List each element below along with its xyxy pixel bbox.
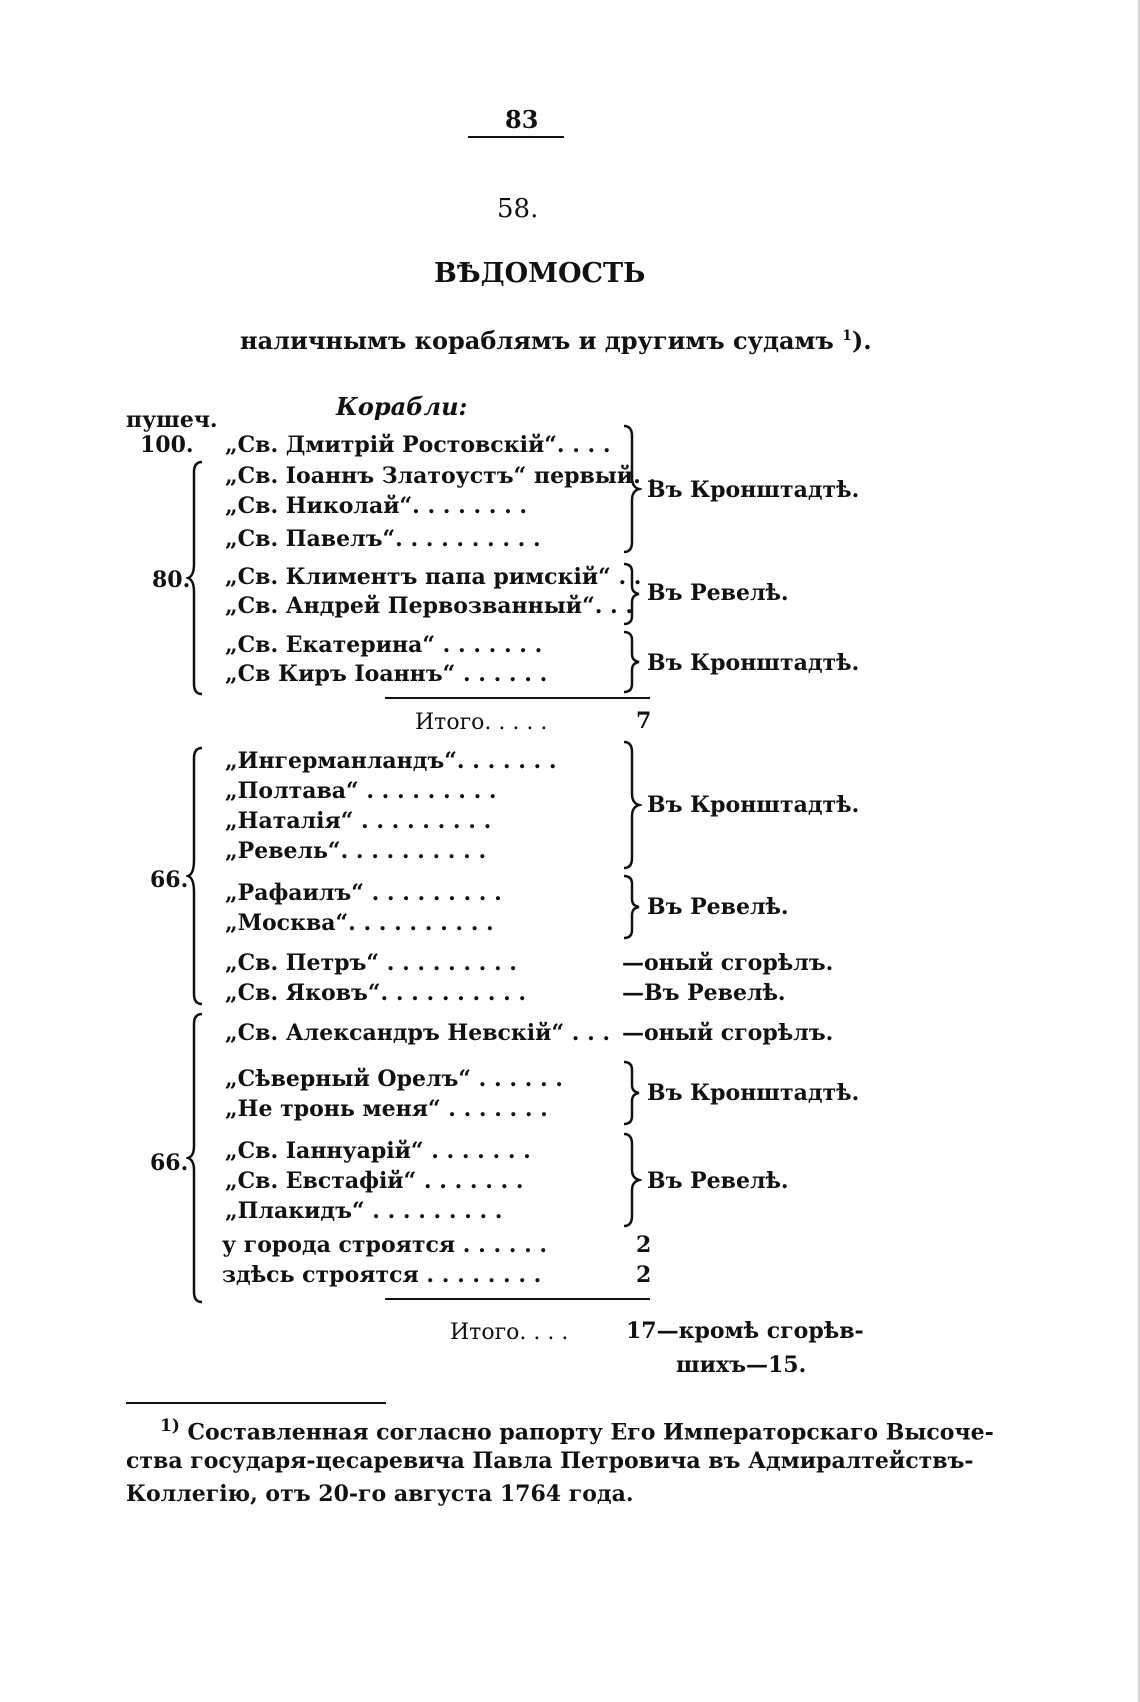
ship-row: „Плакидъ“ . . . . . . . . . <box>225 1198 503 1224</box>
ship-row: „Св. Яковъ“. . . . . . . . . . <box>225 980 527 1006</box>
location-label: Въ Кронштадтѣ. <box>647 477 860 503</box>
guns-66-second: 66. <box>150 1150 189 1176</box>
footnote-line-2: ства государя-цесаревича Павла Петровича въ Адмиралтействъ- <box>126 1448 974 1474</box>
ship-row: „Св. Андрей Первозванный“. . . <box>225 593 634 619</box>
ship-row: „Св. Дмитрій Ростовскій“. . . . <box>225 432 611 458</box>
footnote-rule <box>126 1402 386 1404</box>
footnote-line-3: Коллегію, отъ 20-го августа 1764 года. <box>126 1481 634 1507</box>
subtitle-text: наличнымъ кораблямъ и другимъ судамъ <box>240 326 834 355</box>
right-brace-kronstadt-2 <box>622 630 642 694</box>
location-label: Въ Ревелѣ. <box>647 894 789 920</box>
ship-row: „Полтава“ . . . . . . . . . <box>225 778 497 804</box>
row-count: 2 <box>636 1262 652 1288</box>
section-heading: Корабли: <box>336 392 468 421</box>
subtitle-end: ). <box>851 326 872 355</box>
ship-row: „Св. Николай“. . . . . . . . <box>225 493 528 519</box>
footnote-reference: 1 <box>842 328 852 344</box>
document-title: ВѢДОМОСТЬ <box>434 258 646 289</box>
right-brace-kronstadt-3 <box>622 740 642 870</box>
guns-66-first: 66. <box>150 867 189 893</box>
document-subtitle <box>240 326 872 355</box>
total-rule-1 <box>385 697 650 699</box>
right-brace-kronstadt-4 <box>622 1060 642 1126</box>
group-66-second-left-brace <box>186 1012 210 1304</box>
location-label: Въ Кронштадтѣ. <box>647 792 860 818</box>
ship-row: „Москва“. . . . . . . . . . <box>225 910 494 936</box>
location-label: Въ Ревелѣ. <box>647 1168 789 1194</box>
ship-row: „Ингерманландъ“. . . . . . . <box>225 748 557 774</box>
ship-row: „Св. Петръ“ . . . . . . . . . <box>225 950 517 976</box>
total-value-1: 7 <box>636 708 652 734</box>
row-note: —Въ Ревелѣ. <box>622 980 786 1006</box>
ship-row: „Св. Іаннуарій“ . . . . . . . <box>225 1138 531 1164</box>
total-value-2-continued: шихъ—15. <box>676 1352 807 1378</box>
ship-row: „Св. Александръ Невскій“ . . . <box>225 1020 611 1046</box>
ship-row: „Не тронь меня“ . . . . . . . <box>225 1096 548 1122</box>
guns-80: 80. <box>152 567 191 593</box>
ship-row: „Св Киръ Іоаннъ“ . . . . . . <box>225 661 548 687</box>
ship-row: „Наталія“ . . . . . . . . . <box>225 808 492 834</box>
right-brace-revel-1 <box>622 562 642 626</box>
total-rule-2 <box>385 1298 650 1300</box>
right-brace-revel-2 <box>622 874 642 940</box>
ship-row: „Сѣверный Орелъ“ . . . . . . <box>225 1066 563 1092</box>
row-count: 2 <box>636 1232 652 1258</box>
right-brace-revel-3 <box>622 1132 642 1228</box>
page-number-rule <box>468 136 564 138</box>
group-66-first-left-brace <box>186 746 210 1006</box>
ship-row: „Св. Павелъ“. . . . . . . . . . <box>225 526 541 552</box>
ship-row: „Св. Климентъ папа римскій“ . . <box>225 564 642 590</box>
guns-column-header: пушеч. <box>126 407 218 433</box>
right-brace-kronstadt-1 <box>622 424 642 554</box>
footnote-line-1 <box>160 1416 994 1445</box>
total-label-2: Итого. . . . <box>450 1320 569 1345</box>
row-note: —оный сгорѣлъ. <box>622 950 834 976</box>
location-label: Въ Кронштадтѣ. <box>647 1080 860 1106</box>
page-number: 83 <box>505 105 539 134</box>
location-label: Въ Кронштадтѣ. <box>647 650 860 676</box>
document-number: 58. <box>497 194 539 224</box>
ship-row: у города строятся . . . . . . <box>222 1232 548 1258</box>
ship-row: „Св. Іоаннъ Златоустъ“ первый. . <box>225 463 657 489</box>
guns-100: 100. <box>140 432 194 458</box>
row-note: —оный сгорѣлъ. <box>622 1020 834 1046</box>
footnote-text: Составленная согласно рапорту Его Императорскаго Высоче- <box>187 1419 994 1446</box>
ship-row: „Ревель“. . . . . . . . . . <box>225 838 487 864</box>
total-label-1: Итого. . . . . <box>415 710 548 735</box>
ship-row: „Рафаилъ“ . . . . . . . . . <box>225 880 502 906</box>
group-80-left-brace <box>186 460 210 696</box>
ship-row: „Св. Екатерина“ . . . . . . . <box>225 632 543 658</box>
ship-row: здѣсь строятся . . . . . . . . <box>222 1262 542 1288</box>
ship-row: „Св. Евстафій“ . . . . . . . <box>225 1168 524 1194</box>
total-value-2: 17—кромѣ сгорѣв- <box>626 1318 864 1344</box>
footnote-marker: 1) <box>160 1416 180 1436</box>
location-label: Въ Ревелѣ. <box>647 580 789 606</box>
